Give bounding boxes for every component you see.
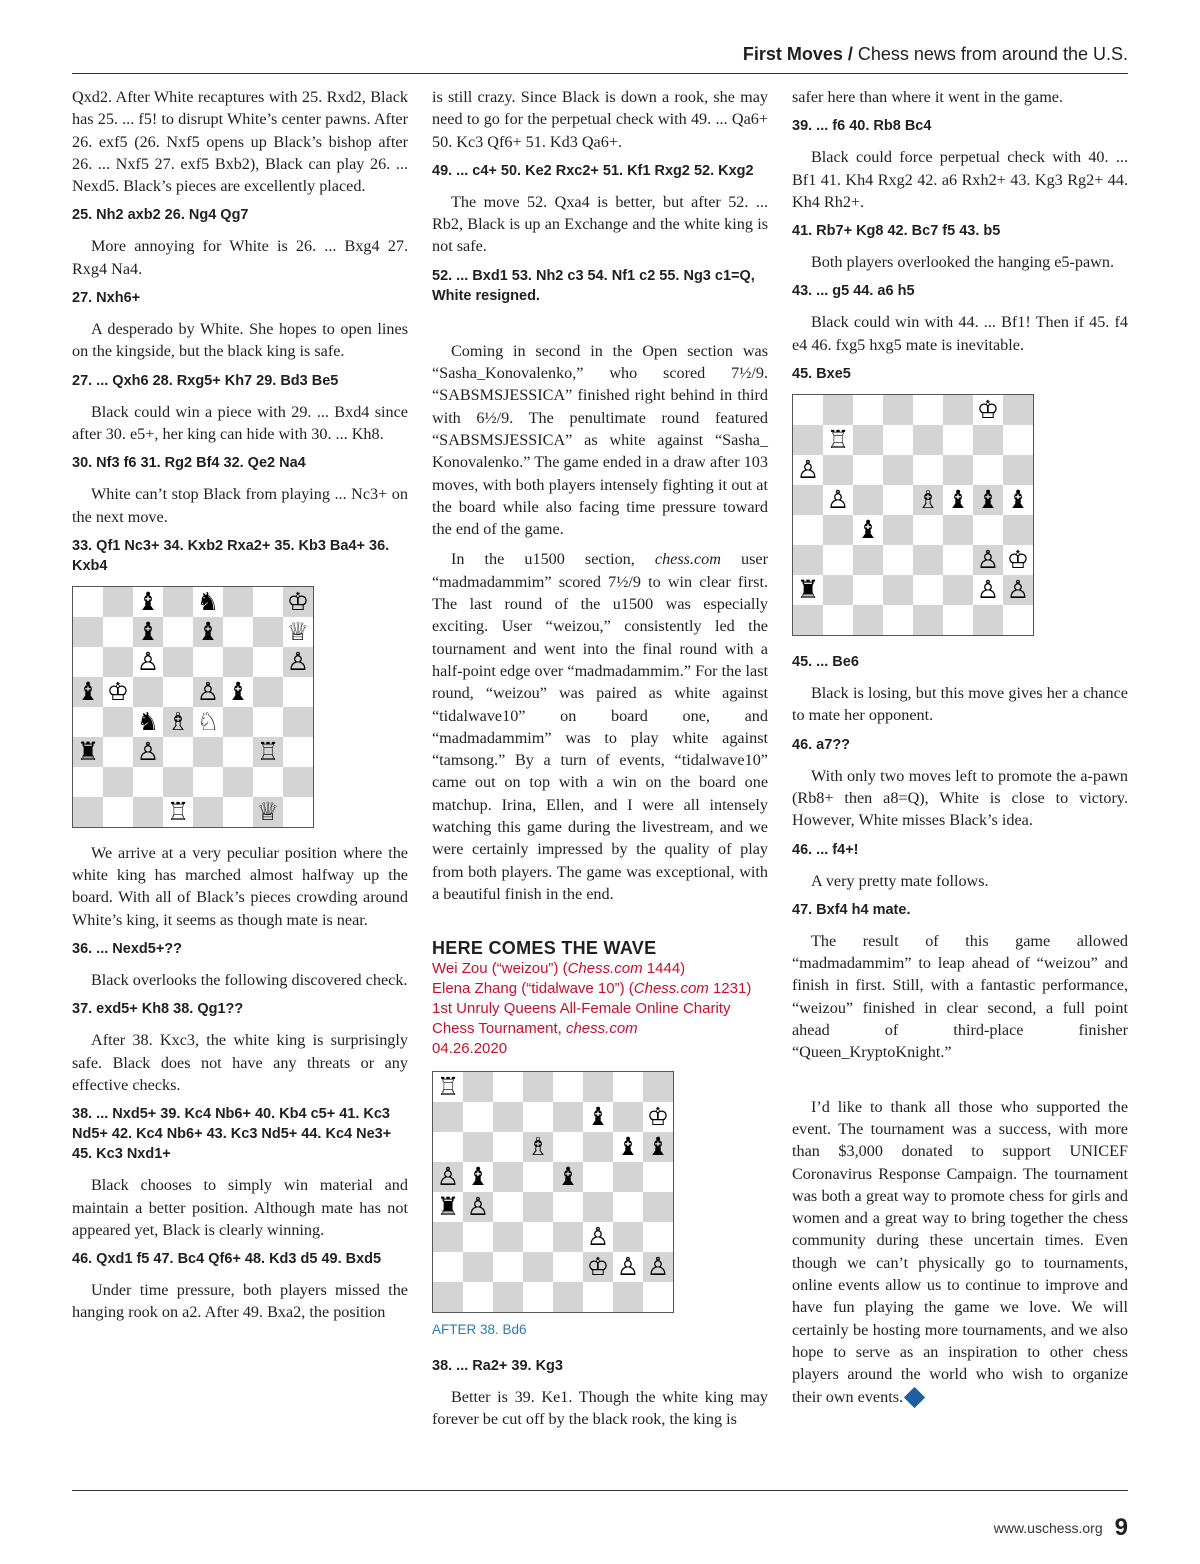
white-pawn-icon: ♙ xyxy=(1003,575,1033,605)
board-square xyxy=(433,1252,463,1282)
black-bishop-icon: ♝ xyxy=(223,677,253,707)
paragraph: Both players overlooked the hanging e5-pawn. xyxy=(811,253,1114,272)
board-square xyxy=(193,647,223,677)
board-square xyxy=(523,1252,553,1282)
black-bishop-icon: ♝ xyxy=(973,485,1003,515)
board-square xyxy=(793,545,823,575)
board-square xyxy=(853,485,883,515)
board-square xyxy=(853,395,883,425)
move-line: 41. Rb7+ Kg8 42. Bc7 f5 43. b5 xyxy=(792,223,1001,240)
board-square xyxy=(223,647,253,677)
white-queen-icon: ♕ xyxy=(253,797,283,827)
move-line: 46. ... f4+! xyxy=(792,841,859,858)
black-bishop-icon: ♝ xyxy=(193,617,223,647)
board-square xyxy=(463,1222,493,1252)
board-square xyxy=(553,1222,583,1252)
board-square xyxy=(793,425,823,455)
board-square xyxy=(463,1282,493,1312)
board-square xyxy=(823,545,853,575)
move-line: 52. ... Bxd1 53. Nh2 c3 54. Nf1 c2 55. Ng3 c1=Q, White resigned. xyxy=(432,267,755,304)
board-square xyxy=(463,1132,493,1162)
end-of-article-icon xyxy=(904,1387,925,1408)
board-square xyxy=(163,767,193,797)
black-bishop-icon: ♝ xyxy=(133,587,163,617)
move-line: 45. Bxe5 xyxy=(792,366,851,383)
white-pawn-icon: ♙ xyxy=(643,1252,673,1282)
board-square xyxy=(883,425,913,455)
board-square xyxy=(253,647,283,677)
column-3 xyxy=(792,86,1128,1416)
board-square xyxy=(103,647,133,677)
paragraph: The result of this game allowed “madmadammim” to leap ahead of “weizou” and finish in first. Still, with a fantastic performance, “weizou” finished in clear second, a full point ahead of third-place finisher “Queen_KryptoKnight.” xyxy=(792,931,1128,1062)
board-square xyxy=(793,485,823,515)
move-line: 38. ... Ra2+ 39. Kg3 xyxy=(432,1357,563,1374)
game-credit-black xyxy=(432,979,768,999)
board-square xyxy=(943,425,973,455)
board-square xyxy=(823,455,853,485)
board-square xyxy=(943,395,973,425)
board-square xyxy=(223,617,253,647)
white-king-icon: ♔ xyxy=(643,1102,673,1132)
move-line: 39. ... f6 40. Rb8 Bc4 xyxy=(792,118,932,135)
board-square xyxy=(433,1282,463,1312)
chess-diagram-3 xyxy=(792,394,1034,636)
paragraph: With only two moves left to promote the a-pawn (Rb8+ then a8=Q), White is close to victory. However, White misses Black’s idea. xyxy=(792,766,1128,830)
chess-diagram-1 xyxy=(72,586,314,828)
board-square xyxy=(1003,605,1033,635)
page-footer xyxy=(994,1514,1128,1542)
white-king-icon: ♔ xyxy=(283,587,313,617)
white-king-icon: ♔ xyxy=(583,1252,613,1282)
board-square xyxy=(283,797,313,827)
board-square xyxy=(613,1192,643,1222)
white-pawn-icon: ♙ xyxy=(193,677,223,707)
text-run: Elena Zhang (“tidalwave 10”) ( xyxy=(432,980,634,998)
board-square xyxy=(133,797,163,827)
footer-rule xyxy=(72,1490,1128,1491)
paragraph: Black is losing, but this move gives her a chance to mate her opponent. xyxy=(792,684,1128,725)
board-square xyxy=(523,1072,553,1102)
board-square xyxy=(913,545,943,575)
paragraph: Black chooses to simply win material and maintain a better position. Although mate has not appeared yet, Black is clearly winning. xyxy=(72,1176,408,1239)
black-bishop-icon: ♝ xyxy=(73,677,103,707)
white-rook-icon: ♖ xyxy=(823,425,853,455)
column-1 xyxy=(72,86,408,1332)
board-square xyxy=(223,767,253,797)
board-square xyxy=(73,647,103,677)
board-square xyxy=(493,1252,523,1282)
spacer xyxy=(432,913,768,937)
board-square xyxy=(493,1222,523,1252)
white-king-icon: ♔ xyxy=(973,395,1003,425)
board-square xyxy=(223,587,253,617)
white-pawn-icon: ♙ xyxy=(823,485,853,515)
board-square xyxy=(583,1162,613,1192)
board-square xyxy=(283,767,313,797)
board-square xyxy=(433,1132,463,1162)
board-square xyxy=(973,515,1003,545)
text-run: Wei Zou (“weizou”) ( xyxy=(432,960,568,978)
site-name: chess.com xyxy=(565,1020,638,1038)
white-king-icon: ♔ xyxy=(1003,545,1033,575)
white-pawn-icon: ♙ xyxy=(613,1252,643,1282)
board-square xyxy=(463,1102,493,1132)
paragraph: Under time pressure, both players missed the hanging rook on a2. After 49. Bxa2, the position xyxy=(72,1281,408,1322)
site-name: Chess.com xyxy=(633,980,709,998)
diagram-caption: AFTER 38. Bd6 xyxy=(432,1322,527,1338)
board-square xyxy=(943,575,973,605)
board-square xyxy=(73,707,103,737)
white-rook-icon: ♖ xyxy=(163,797,193,827)
black-knight-icon: ♞ xyxy=(133,707,163,737)
black-knight-icon: ♞ xyxy=(193,587,223,617)
black-rook-icon: ♜ xyxy=(433,1192,463,1222)
board-square xyxy=(553,1102,583,1132)
board-square xyxy=(883,545,913,575)
paragraph xyxy=(432,548,768,905)
move-line: 46. a7?? xyxy=(792,736,851,753)
board-square xyxy=(913,425,943,455)
board-square xyxy=(193,797,223,827)
board-square xyxy=(583,1132,613,1162)
text-run: 1231) xyxy=(708,980,752,998)
board-square xyxy=(913,515,943,545)
paragraph: safer here than where it went in the game. xyxy=(792,88,1064,106)
board-square xyxy=(973,425,1003,455)
board-square xyxy=(583,1282,613,1312)
white-pawn-icon: ♙ xyxy=(463,1192,493,1222)
board-square xyxy=(73,797,103,827)
black-bishop-icon: ♝ xyxy=(613,1132,643,1162)
board-square xyxy=(613,1282,643,1312)
move-line: 37. exd5+ Kh8 38. Qg1?? xyxy=(72,1001,244,1018)
paragraph: White can’t stop Black from playing ... Nc3+ on the next move. xyxy=(72,485,408,526)
move-line: 30. Nf3 f6 31. Rg2 Bf4 32. Qe2 Na4 xyxy=(72,455,306,472)
board-square xyxy=(823,605,853,635)
board-square xyxy=(103,617,133,647)
white-knight-icon: ♘ xyxy=(193,707,223,737)
board-square xyxy=(283,737,313,767)
white-rook-icon: ♖ xyxy=(253,737,283,767)
move-line: 27. Nxh6+ xyxy=(72,290,141,307)
white-pawn-icon: ♙ xyxy=(433,1162,463,1192)
paragraph: The move 52. Qxa4 is better, but after 52. ... Rb2, Black is up an Exchange and the white king is not safe. xyxy=(432,192,768,256)
black-bishop-icon: ♝ xyxy=(643,1132,673,1162)
board-square xyxy=(883,455,913,485)
page-number: 9 xyxy=(1114,1514,1128,1541)
board-square xyxy=(103,707,133,737)
board-square xyxy=(253,767,283,797)
board-square xyxy=(643,1222,673,1252)
white-pawn-icon: ♙ xyxy=(973,575,1003,605)
spacer xyxy=(432,316,768,340)
text-run: user “madmadammim” scored 7½/9 to win clear first. The last round of the u1500 was especially exciting. User “weizou,” consistently led the tournament and went into the final round with a half-point edge over “madmadammim.” For the last round, “weizou” was paired as white against “tidalwave10” on board one, and “madmadammim” was to play white against “tamsong.” By a turn of events, “tidalwave10” came out on top with a win on the board one matchup. Irina, Ellen, and I were all intensely watching this game during the livestream, and we were certainly impressed by the quality of play from both players. The game was exceptional, with a beautiful finish in the end. xyxy=(432,550,768,903)
header-subtitle: Chess news from around the U.S. xyxy=(857,44,1128,64)
board-square xyxy=(583,1192,613,1222)
board-square xyxy=(493,1162,523,1192)
board-square xyxy=(643,1162,673,1192)
board-square xyxy=(913,455,943,485)
board-square xyxy=(1003,395,1033,425)
game-credit-white xyxy=(432,959,768,979)
move-line: 25. Nh2 axb2 26. Ng4 Qg7 xyxy=(72,207,249,224)
board-square xyxy=(223,797,253,827)
board-square xyxy=(193,737,223,767)
board-square xyxy=(613,1222,643,1252)
black-rook-icon: ♜ xyxy=(793,575,823,605)
white-pawn-icon: ♙ xyxy=(793,455,823,485)
board-square xyxy=(133,767,163,797)
paragraph: After 38. Kxc3, the white king is surprisingly safe. Black does not have any threats or any effective checks. xyxy=(72,1031,408,1094)
white-pawn-icon: ♙ xyxy=(283,647,313,677)
board-square xyxy=(223,737,253,767)
header-rule xyxy=(72,73,1128,74)
paragraph xyxy=(792,1096,1128,1408)
board-square xyxy=(883,485,913,515)
move-line: 49. ... c4+ 50. Ke2 Rxc2+ 51. Kf1 Rxg2 52. Kxg2 xyxy=(432,162,754,179)
board-square xyxy=(973,605,1003,635)
paragraph: We arrive at a very peculiar position where the white king has marched almost halfway up the board. With all of Black’s pieces crowding around White’s king, it seems as though mate is near. xyxy=(72,843,408,929)
board-square xyxy=(463,1252,493,1282)
board-square xyxy=(853,605,883,635)
board-square xyxy=(943,455,973,485)
board-square xyxy=(523,1222,553,1252)
board-square xyxy=(823,395,853,425)
move-line: 27. ... Qxh6 28. Rxg5+ Kh7 29. Bd3 Be5 xyxy=(72,372,339,389)
black-bishop-icon: ♝ xyxy=(553,1162,583,1192)
move-line: 47. Bxf4 h4 mate. xyxy=(792,901,911,918)
board-square xyxy=(163,617,193,647)
board-square xyxy=(823,515,853,545)
paragraph: Black overlooks the following discovered check. xyxy=(91,971,408,990)
board-square xyxy=(433,1222,463,1252)
board-square xyxy=(853,575,883,605)
board-square xyxy=(73,767,103,797)
paragraph: Coming in second in the Open section was “Sasha_Konovalenko,” who scored 7½/9. “SABSMSJESSICA” finished right behind in third with 6½/9. The penultimate round featured “SABSMSJESSICA” as white against “Sasha_ Konovalenko.” The game ended in a draw after 103 moves, with both players intensely fighting it out at the board while also facing time pressure toward the end of the game. xyxy=(432,341,768,539)
board-square xyxy=(583,1072,613,1102)
white-pawn-icon: ♙ xyxy=(133,647,163,677)
running-header xyxy=(72,44,1128,70)
board-square xyxy=(613,1072,643,1102)
board-square xyxy=(883,395,913,425)
board-square xyxy=(853,455,883,485)
board-square xyxy=(853,425,883,455)
paragraph: More annoying for White is 26. ... Bxg4 27. Rxg4 Na4. xyxy=(72,237,408,278)
board-square xyxy=(73,587,103,617)
move-line: 43. ... g5 44. a6 h5 xyxy=(792,283,915,300)
board-square xyxy=(883,575,913,605)
board-square xyxy=(613,1102,643,1132)
white-pawn-icon: ♙ xyxy=(973,545,1003,575)
board-square xyxy=(493,1132,523,1162)
board-square xyxy=(643,1282,673,1312)
board-square xyxy=(103,587,133,617)
board-square xyxy=(463,1072,493,1102)
board-square xyxy=(793,395,823,425)
board-square xyxy=(553,1252,583,1282)
text-run: In the u1500 section, xyxy=(451,550,655,569)
board-square xyxy=(973,455,1003,485)
black-bishop-icon: ♝ xyxy=(133,617,163,647)
website-url: www.uschess.org xyxy=(993,1520,1103,1536)
game-event xyxy=(432,999,768,1039)
board-square xyxy=(523,1192,553,1222)
paragraph: Qxd2. After White recaptures with 25. Rxd2, Black has 25. ... f5! to disrupt White’s center pawns. After 26. exf5 (26. Nxf5 opens up Black’s bishop after 26. ... Nxf5 27. exf5 Bxb2), Black can play 26. ... Nexd5. Black’s pieces are excellently placed. xyxy=(72,88,408,196)
board-square xyxy=(1003,425,1033,455)
board-square xyxy=(523,1102,553,1132)
black-bishop-icon: ♝ xyxy=(583,1102,613,1132)
white-bishop-icon: ♗ xyxy=(523,1132,553,1162)
chess-diagram-2 xyxy=(432,1071,674,1313)
board-square xyxy=(103,797,133,827)
black-bishop-icon: ♝ xyxy=(1003,485,1033,515)
site-name: Chess.com xyxy=(567,960,643,978)
board-square xyxy=(1003,455,1033,485)
board-square xyxy=(433,1102,463,1132)
board-square xyxy=(1003,515,1033,545)
board-square xyxy=(913,605,943,635)
board-square xyxy=(853,545,883,575)
board-square xyxy=(553,1282,583,1312)
board-square xyxy=(193,767,223,797)
board-square xyxy=(883,605,913,635)
board-square xyxy=(283,677,313,707)
board-square xyxy=(913,395,943,425)
board-square xyxy=(253,677,283,707)
board-square xyxy=(943,515,973,545)
spacer xyxy=(792,1072,1128,1096)
board-square xyxy=(283,707,313,737)
board-square xyxy=(253,587,283,617)
board-square xyxy=(103,737,133,767)
text-run: 1st Unruly Queens All-Female Online Charity Chess Tournament, xyxy=(432,1000,731,1038)
white-bishop-icon: ♗ xyxy=(163,707,193,737)
move-line: 36. ... Nexd5+?? xyxy=(72,941,183,958)
board-square xyxy=(73,617,103,647)
board-square xyxy=(553,1132,583,1162)
black-bishop-icon: ♝ xyxy=(463,1162,493,1192)
text-run: 1444) xyxy=(642,960,686,978)
move-line: 33. Qf1 Nc3+ 34. Kxb2 Rxa2+ 35. Kb3 Ba4+ 36. Kxb4 xyxy=(72,537,390,574)
paragraph: A very pretty mate follows. xyxy=(811,871,989,890)
move-line: 38. ... Nxd5+ 39. Kc4 Nb6+ 40. Kb4 c5+ 41. Kc3 Nd5+ 42. Kc4 Nb6+ 43. Kc3 Nd5+ 44. Kc4 Ne3+ 45. Kc3 Nxd1+ xyxy=(72,1106,392,1163)
paragraph: Better is 39. Ke1. Though the white king may forever be cut off by the black rook, the king is xyxy=(432,1387,768,1428)
board-square xyxy=(643,1072,673,1102)
board-square xyxy=(823,575,853,605)
board-square xyxy=(493,1192,523,1222)
move-line: 45. ... Be6 xyxy=(792,654,859,671)
board-square xyxy=(643,1192,673,1222)
board-square xyxy=(163,587,193,617)
column-2 xyxy=(432,86,768,1438)
board-square xyxy=(943,605,973,635)
board-square xyxy=(913,575,943,605)
text-run: I’d like to thank all those who supported the event. The tournament was a success, with more than $3,000 donated to support UNICEF Coronavirus Response Campaign. The tournament was both a great way to promote chess for girls and women and a great way to bring together the chess community during these uncertain times. Even though we can’t physically go to tournaments, online events allow us to continue to improve and have fun playing the game we love. We will certainly be hosting more tournaments, and we also hope to serve as an inspiration to other chess players around the world who wish to organize their own events. xyxy=(792,1097,1128,1406)
black-bishop-icon: ♝ xyxy=(943,485,973,515)
white-pawn-icon: ♙ xyxy=(133,737,163,767)
board-square xyxy=(493,1072,523,1102)
white-king-icon: ♔ xyxy=(103,677,133,707)
paragraph: is still crazy. Since Black is down a rook, she may need to go for the perpetual check with 49. ... Qa6+ 50. Kc3 Qf6+ 51. Kd3 Qa6+. xyxy=(432,88,768,151)
board-square xyxy=(523,1282,553,1312)
black-bishop-icon: ♝ xyxy=(853,515,883,545)
paragraph: A desperado by White. She hopes to open lines on the kingside, but the black king is safe. xyxy=(72,320,408,361)
black-rook-icon: ♜ xyxy=(73,737,103,767)
board-square xyxy=(253,707,283,737)
board-square xyxy=(163,677,193,707)
paragraph: Black could win a piece with 29. ... Bxd4 since after 30. e5+, her king can hide with 30. ... Kh8. xyxy=(72,402,408,443)
board-square xyxy=(553,1192,583,1222)
white-queen-icon: ♕ xyxy=(283,617,313,647)
board-square xyxy=(493,1102,523,1132)
board-square xyxy=(523,1162,553,1192)
board-square xyxy=(493,1282,523,1312)
white-bishop-icon: ♗ xyxy=(913,485,943,515)
site-name: chess.com xyxy=(654,550,721,569)
game-date: 04.26.2020 xyxy=(432,1040,508,1058)
white-pawn-icon: ♙ xyxy=(583,1222,613,1252)
board-square xyxy=(163,737,193,767)
move-line: 46. Qxd1 f5 47. Bc4 Qf6+ 48. Kd3 d5 49. Bxd5 xyxy=(72,1251,382,1268)
board-square xyxy=(133,677,163,707)
board-square xyxy=(223,707,253,737)
board-square xyxy=(943,545,973,575)
board-square xyxy=(793,515,823,545)
section-name: First Moves / xyxy=(742,44,853,64)
board-square xyxy=(163,647,193,677)
white-rook-icon: ♖ xyxy=(433,1072,463,1102)
game-title: HERE COMES THE WAVE xyxy=(432,938,657,959)
paragraph: Black could force perpetual check with 40. ... Bf1 41. Kh4 Rxg2 42. a6 Rxh2+ 43. Kg3 Rg2+ 44. Kh4 Rh2+. xyxy=(792,148,1128,211)
board-square xyxy=(553,1072,583,1102)
paragraph: Black could win with 44. ... Bf1! Then if 45. f4 e4 46. fxg5 hxg5 mate is inevitable. xyxy=(792,313,1128,354)
board-square xyxy=(253,617,283,647)
board-square xyxy=(613,1162,643,1192)
board-square xyxy=(793,605,823,635)
board-square xyxy=(883,515,913,545)
board-square xyxy=(103,767,133,797)
